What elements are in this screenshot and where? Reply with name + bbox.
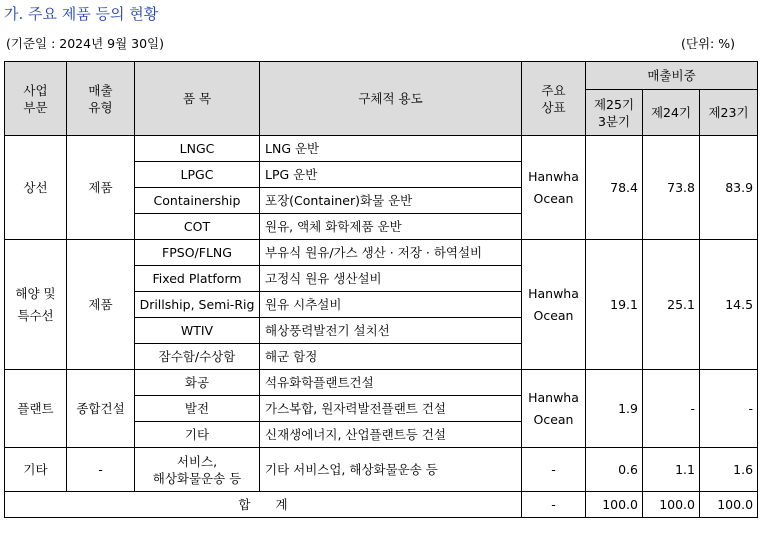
item-cell: LPGC <box>135 162 260 188</box>
q3-25-value: 19.1 <box>586 240 643 370</box>
use-cell: LPG 운반 <box>260 162 522 188</box>
brand-cell: Hanwha Ocean <box>522 136 586 240</box>
fy24-value: 1.1 <box>643 448 700 492</box>
base-date: (기준일 : 2024년 9월 30일) <box>6 36 164 51</box>
fy23-value: 14.5 <box>700 240 758 370</box>
item-cell: 잠수함/수상함 <box>135 344 260 370</box>
total-fy24: 100.0 <box>643 492 700 518</box>
use-cell: 기타 서비스업, 해상화물운송 등 <box>260 448 522 492</box>
segment-cell: 해양 및 특수선 <box>5 240 67 370</box>
products-table <box>4 61 758 518</box>
use-cell: 부유식 원유/가스 생산 · 저장 · 하역설비 <box>260 240 522 266</box>
sales-type-cell: 종합건설 <box>67 370 135 448</box>
q3-25-value: 78.4 <box>586 136 643 240</box>
total-row <box>5 492 758 518</box>
total-q3-25: 100.0 <box>586 492 643 518</box>
item-cell: 발전 <box>135 396 260 422</box>
item-cell: LNGC <box>135 136 260 162</box>
section-title: 가. 주요 제품 등의 현황 <box>4 5 159 23</box>
use-cell: 해군 함정 <box>260 344 522 370</box>
header-fy24: 제24기 <box>643 90 700 136</box>
use-cell: 해상풍력발전기 설치선 <box>260 318 522 344</box>
item-cell: COT <box>135 214 260 240</box>
item-cell: WTIV <box>135 318 260 344</box>
header-use: 구체적 용도 <box>260 62 522 136</box>
sales-type-cell: - <box>67 448 135 492</box>
total-label: 합 계 <box>5 492 522 518</box>
sales-type-cell: 제품 <box>67 136 135 240</box>
header-q3-25: 제25기 3분기 <box>586 90 643 136</box>
fy24-value: - <box>643 370 700 448</box>
q3-25-value: 0.6 <box>586 448 643 492</box>
use-cell: 포장(Container)화물 운반 <box>260 188 522 214</box>
fy24-value: 25.1 <box>643 240 700 370</box>
table-row <box>5 448 758 492</box>
sales-type-cell: 제품 <box>67 240 135 370</box>
unit-label: (단위: %) <box>681 36 735 51</box>
item-cell: 서비스, 해상화물운송 등 <box>135 448 260 492</box>
use-cell: 신재생에너지, 산업플랜트등 건설 <box>260 422 522 448</box>
header-sales-type: 매출 유형 <box>67 62 135 136</box>
item-cell: 화공 <box>135 370 260 396</box>
brand-cell: Hanwha Ocean <box>522 370 586 448</box>
segment-cell: 상선 <box>5 136 67 240</box>
header-sales-ratio: 매출비중 <box>586 62 758 90</box>
header-fy23: 제23기 <box>700 90 758 136</box>
q3-25-value: 1.9 <box>586 370 643 448</box>
brand-cell: Hanwha Ocean <box>522 240 586 370</box>
total-fy23: 100.0 <box>700 492 758 518</box>
fy23-value: 83.9 <box>700 136 758 240</box>
item-cell: 기타 <box>135 422 260 448</box>
item-cell: Containership <box>135 188 260 214</box>
header-item: 품 목 <box>135 62 260 136</box>
use-cell: 석유화학플랜트건설 <box>260 370 522 396</box>
table-row <box>5 240 758 266</box>
header-segment: 사업 부문 <box>5 62 67 136</box>
brand-cell: - <box>522 448 586 492</box>
segment-cell: 플랜트 <box>5 370 67 448</box>
item-cell: Fixed Platform <box>135 266 260 292</box>
item-cell: FPSO/FLNG <box>135 240 260 266</box>
use-cell: 가스복합, 원자력발전플랜트 건설 <box>260 396 522 422</box>
use-cell: LNG 운반 <box>260 136 522 162</box>
use-cell: 원유, 액체 화학제품 운반 <box>260 214 522 240</box>
use-cell: 고정식 원유 생산설비 <box>260 266 522 292</box>
table-row <box>5 136 758 162</box>
header-brand: 주요 상표 <box>522 62 586 136</box>
table-row <box>5 370 758 396</box>
use-cell: 원유 시추설비 <box>260 292 522 318</box>
total-brand: - <box>522 492 586 518</box>
fy23-value: 1.6 <box>700 448 758 492</box>
item-cell: Drillship, Semi-Rig <box>135 292 260 318</box>
segment-cell: 기타 <box>5 448 67 492</box>
fy23-value: - <box>700 370 758 448</box>
fy24-value: 73.8 <box>643 136 700 240</box>
